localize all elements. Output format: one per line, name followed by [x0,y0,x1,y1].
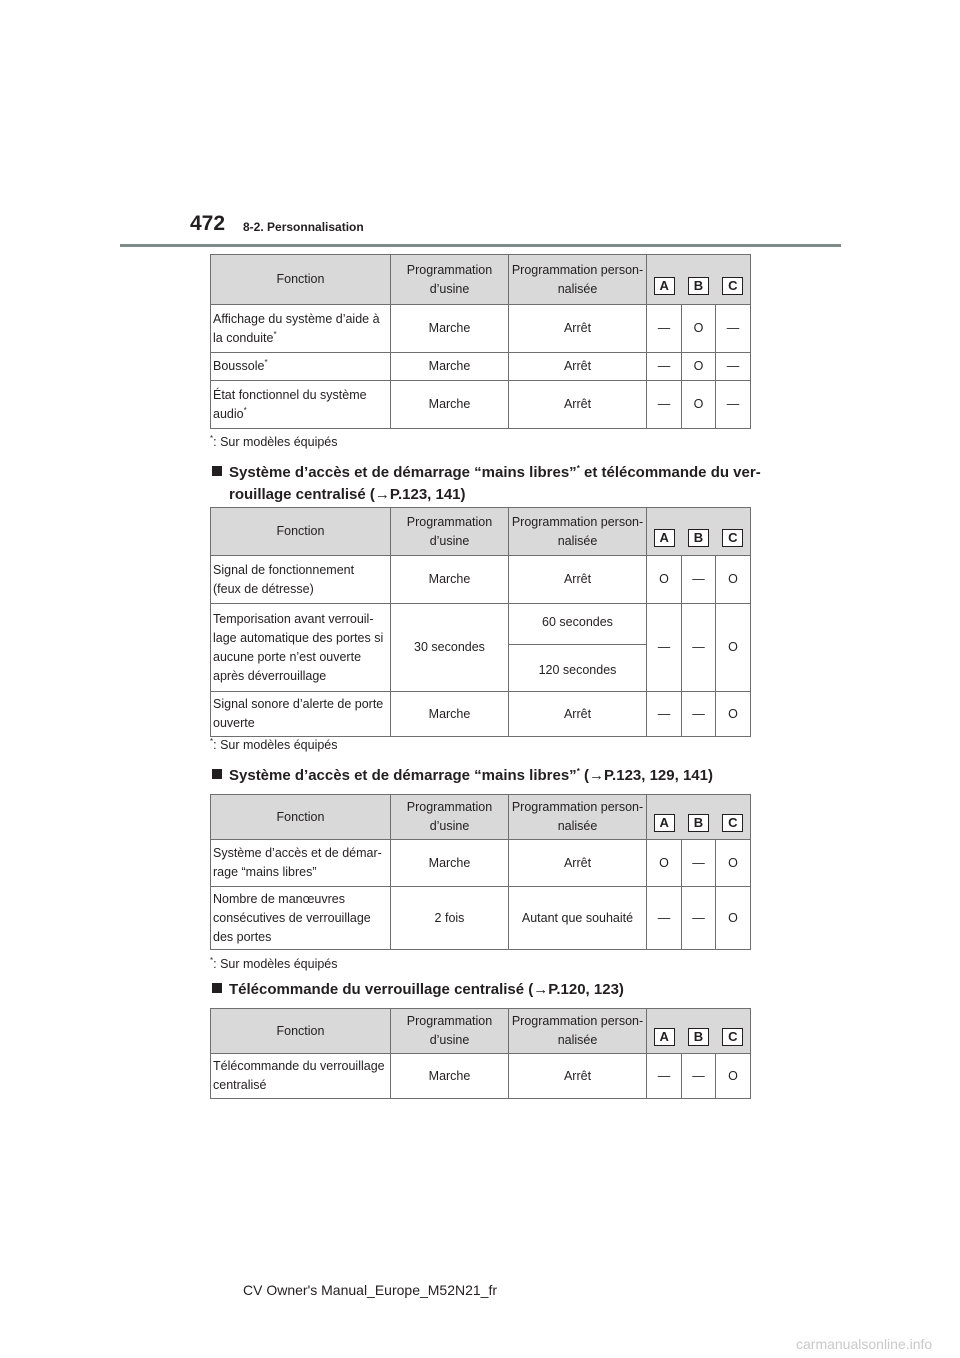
cell-b: — [682,692,716,737]
function-name: Nombre de manœuvres consécutives de verrouillage des portes [211,887,391,950]
table-row [211,692,751,737]
cell-a: — [647,353,682,381]
function-name: Boussole* [211,353,391,381]
section-heading: Système d’accès et de démarrage “mains libres”* (→P.123, 129, 141) [212,765,772,787]
arrow-icon: → [588,767,604,784]
col-header-custom: Programmation person- nalisée [509,508,647,556]
col-header-custom: Programmation person- nalisée [509,1009,647,1054]
settings-table-smart-entry-only [210,794,751,950]
function-name: Affichage du système d’aide à la conduite* [211,305,391,353]
col-header-custom: Programmation person- nalisée [509,255,647,305]
cell-c: O [716,604,751,692]
col-header-custom: Programmation person- nalisée [509,795,647,840]
cell-b: — [682,840,716,887]
cell-a: — [647,692,682,737]
footnote: *: Sur modèles équipés [210,736,338,752]
cell-c: — [716,353,751,381]
custom-value: Autant que souhaité [509,887,647,950]
function-name: Télécommande du verrouillage centralisé [211,1054,391,1099]
label-b-icon: B [688,1028,709,1046]
cell-c: O [716,692,751,737]
cell-a: O [647,556,682,604]
factory-value: Marche [391,1054,509,1099]
label-a-icon: A [654,277,675,295]
col-header-factory: Programmation d’usine [391,1009,509,1054]
custom-option-60: 60 secondes [542,615,613,629]
cell-b: O [682,305,716,353]
custom-value: Arrêt [509,692,647,737]
col-header-function: Fonction [211,795,391,840]
table-row [211,1054,751,1099]
custom-value: Arrêt [509,305,647,353]
col-header-function: Fonction [211,508,391,556]
custom-value: Arrêt [509,1054,647,1099]
col-header-factory: Programmation d’usine [391,508,509,556]
factory-value: Marche [391,840,509,887]
cell-a: — [647,305,682,353]
cell-c: — [716,305,751,353]
label-a-icon: A [654,529,675,547]
cell-c: O [716,1054,751,1099]
label-a-icon: A [654,1028,675,1046]
settings-table-smart-entry [210,507,751,737]
watermark: carmanualsonline.info [796,1336,933,1352]
table-header-row [211,1009,751,1054]
table-header-row [211,508,751,556]
function-name: État fonctionnel du système audio* [211,381,391,429]
cell-a: — [647,604,682,692]
footnote: *: Sur modèles équipés [210,955,338,971]
cell-b: — [682,556,716,604]
factory-value: 2 fois [391,887,509,950]
square-bullet-icon [212,466,222,476]
custom-value: Arrêt [509,840,647,887]
function-name: Temporisation avant verrouil- lage automatique des portes si aucune porte n’est ouverte après déverrouillage [211,604,391,692]
cell-b: — [682,1054,716,1099]
section-title: 8-2. Personnalisation [243,220,364,234]
section-heading: Télécommande du verrouillage centralisé (→P.120, 123) [212,979,772,1001]
label-c-icon: C [722,814,743,832]
label-b-icon: B [688,529,709,547]
factory-value: 30 secondes [391,604,509,692]
table-row [211,353,751,381]
function-name: Signal sonore d’alerte de porte ouverte [211,692,391,737]
arrow-icon: → [533,981,549,998]
factory-value: Marche [391,692,509,737]
custom-value: Arrêt [509,556,647,604]
section-heading: Système d’accès et de démarrage “mains libres”* et télécommande du ver- rouillage centralisé (→P.123, 141) [212,462,772,506]
header-rule [120,244,841,247]
settings-table-wireless-remote [210,1008,751,1099]
cell-a: O [647,840,682,887]
cell-a: — [647,381,682,429]
cell-c: O [716,556,751,604]
function-name: Système d’accès et de démar- rage “mains libres” [211,840,391,887]
label-c-icon: C [722,529,743,547]
cell-b: O [682,353,716,381]
factory-value: Marche [391,305,509,353]
table-row [211,556,751,604]
cell-b: O [682,381,716,429]
table-row [211,381,751,429]
footer-manual-id: CV Owner's Manual_Europe_M52N21_fr [243,1282,498,1298]
label-b-icon: B [688,814,709,832]
custom-value: Arrêt [509,381,647,429]
page-number: 472 [190,212,226,235]
label-b-icon: B [688,277,709,295]
col-header-function: Fonction [211,1009,391,1054]
function-name: Signal de fonctionnement (feux de détresse) [211,556,391,604]
cell-a: — [647,1054,682,1099]
custom-value: Arrêt [509,353,647,381]
cell-a: — [647,887,682,950]
square-bullet-icon [212,983,222,993]
table-header-row [211,255,751,305]
cell-b: — [682,604,716,692]
table-row [211,887,751,950]
settings-table-display [210,254,751,429]
cell-c: — [716,381,751,429]
footnote: *: Sur modèles équipés [210,433,338,449]
label-a-icon: A [654,814,675,832]
cell-b: — [682,887,716,950]
table-row [211,840,751,887]
custom-option-120: 120 secondes [509,644,646,691]
col-header-function: Fonction [211,255,391,305]
col-header-factory: Programmation d’usine [391,255,509,305]
label-c-icon: C [722,1028,743,1046]
label-c-icon: C [722,277,743,295]
col-header-abc [647,1009,751,1054]
table-row [211,305,751,353]
col-header-abc [647,508,751,556]
col-header-abc [647,255,751,305]
factory-value: Marche [391,353,509,381]
cell-c: O [716,887,751,950]
custom-value [509,604,647,692]
table-row [211,604,751,692]
col-header-abc [647,795,751,840]
cell-c: O [716,840,751,887]
square-bullet-icon [212,769,222,779]
factory-value: Marche [391,556,509,604]
col-header-factory: Programmation d’usine [391,795,509,840]
factory-value: Marche [391,381,509,429]
arrow-icon: → [374,486,390,503]
table-header-row [211,795,751,840]
